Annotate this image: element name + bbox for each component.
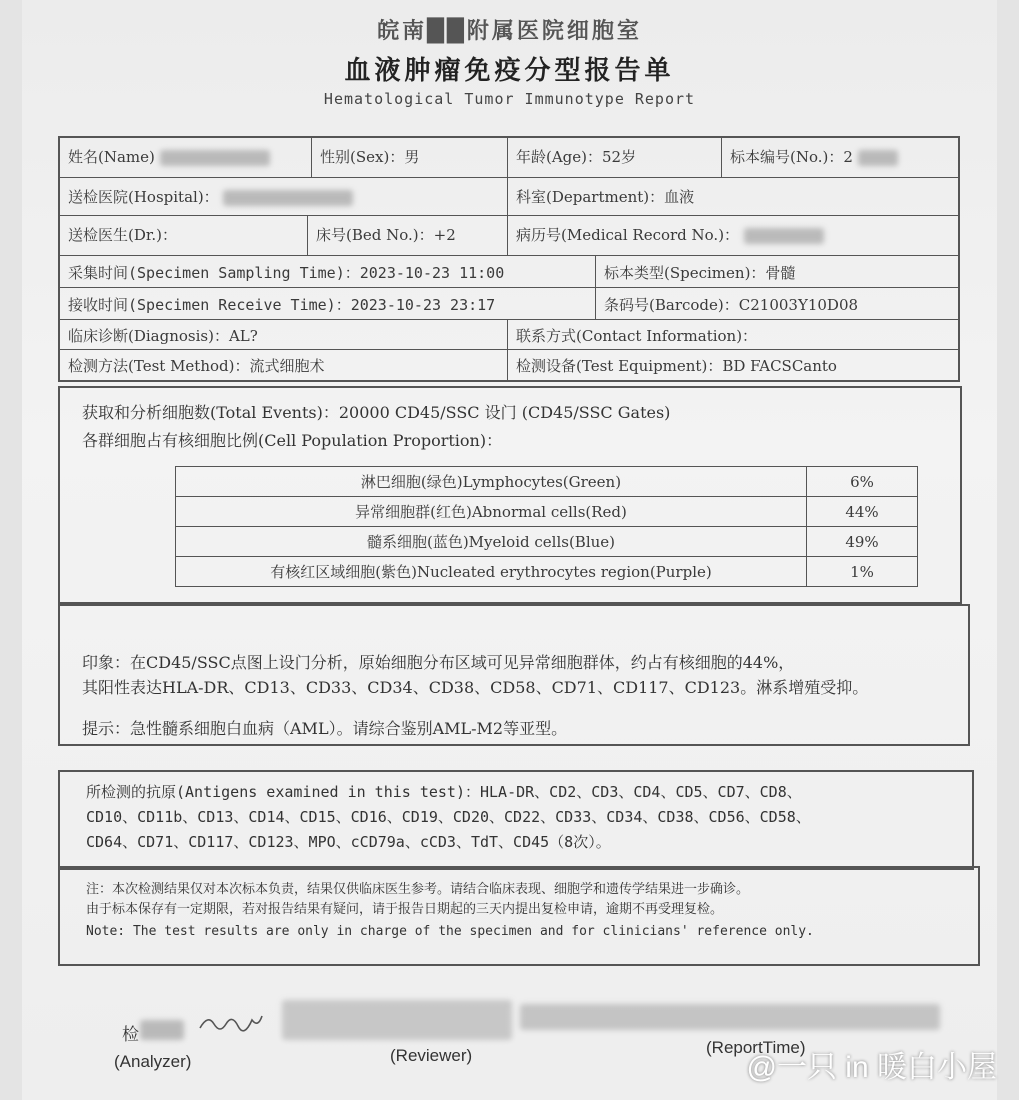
table-row (176, 527, 918, 557)
department-cell: 科室(Department)：血液 (508, 178, 958, 216)
reviewer-label: (Reviewer) (390, 1046, 473, 1065)
diagnosis-cell: 临床诊断(Diagnosis)：AL? (60, 320, 508, 350)
impression-line-1: 印象：在CD45/SSC点图上设门分析，原始细胞分布区域可见异常细胞群体，约占有核细胞的44%， (82, 653, 795, 672)
population-name: 淋巴细胞(绿色)Lymphocytes(Green) (176, 467, 807, 497)
impression-section (58, 604, 970, 746)
redacted-reviewer (282, 1000, 512, 1040)
population-heading: 各群细胞占有核细胞比例(Cell Population Proportion)： (82, 431, 503, 450)
antigens-line-1: 所检测的抗原(Antigens examined in this test)：HLA-DR、CD2、CD3、CD4、CD5、CD7、CD8、 (86, 783, 802, 801)
antigens-line-3: CD64、CD71、CD117、CD123、MPO、cCD79a、cCD3、TdT、CD45（8次）。 (86, 833, 611, 851)
note-line-2: 由于标本保存有一定期限，若对报告结果有疑问，请于报告日期起的三天内提出复检申请，逾期不再受理复检。 (86, 902, 724, 917)
hospital-name: 皖南██附属医院细胞室 (377, 18, 642, 44)
contact-cell: 联系方式(Contact Information)： (508, 320, 958, 350)
equipment-cell: 检测设备(Test Equipment)：BD FACSCanto (516, 357, 837, 375)
sex-cell: 性别(Sex)：男 (312, 138, 508, 178)
population-pct: 1% (807, 557, 918, 587)
note-section (58, 866, 980, 966)
method-cell: 检测方法(Test Method)：流式细胞术 (60, 350, 508, 380)
population-section (58, 386, 962, 604)
analyzer-label: (Analyzer) (114, 1052, 192, 1071)
population-pct: 44% (807, 497, 918, 527)
impression-line-2: 其阳性表达HLA-DR、CD13、CD33、CD34、CD38、CD58、CD71、CD117、CD123。淋系增殖受抑。 (82, 678, 869, 697)
name-cell: 姓名(Name) (60, 138, 312, 178)
age-cell: 年龄(Age)：52岁 (508, 138, 722, 178)
hospital-cell: 送检医院(Hospital)： (60, 178, 508, 216)
redacted-analyzer (140, 1020, 184, 1040)
medical-record-cell: 病历号(Medical Record No.)： (508, 216, 958, 256)
patient-info-table (58, 136, 960, 382)
specimen-type-cell: 标本类型(Specimen)：骨髓 (596, 256, 958, 288)
population-pct: 49% (807, 527, 918, 557)
sampling-time-cell: 采集时间(Specimen Sampling Time)：2023-10-23 11:00 (60, 256, 596, 288)
redacted-report-time (520, 1004, 940, 1030)
receive-time-cell: 接收时间(Specimen Receive Time)：2023-10-23 23:17 (60, 288, 596, 320)
social-watermark: @一只 in 暖白小屋 (746, 1051, 997, 1084)
analyzer-prefix: 检 (122, 1025, 139, 1044)
note-line-3: Note: The test results are only in charge of the specimen and for clinicians' reference only. (86, 924, 814, 939)
antigens-section (58, 770, 974, 870)
population-pct: 6% (807, 467, 918, 497)
bed-cell: 床号(Bed No.)：+2 (308, 216, 508, 256)
redacted-no (858, 150, 898, 166)
redacted-hospital (223, 190, 353, 206)
report-time-label: (ReportTime) (706, 1038, 806, 1057)
report-title-en: Hematological Tumor Immunotype Report (323, 90, 696, 108)
population-name: 髓系细胞(蓝色)Myeloid cells(Blue) (176, 527, 807, 557)
table-row (176, 497, 918, 527)
population-name: 有核红区域细胞(紫色)Nucleated erythrocytes region(Purple) (176, 557, 807, 587)
doctor-cell: 送检医生(Dr.)： (60, 216, 308, 256)
total-events: 获取和分析细胞数(Total Events)：20000 CD45/SSC 设门 (CD45/SSC Gates) (82, 403, 671, 422)
population-table (175, 466, 918, 587)
specimen-no-cell: 标本编号(No.)：2 (722, 138, 958, 178)
antigens-line-2: CD10、CD11b、CD13、CD14、CD15、CD16、CD19、CD20、CD22、CD33、CD34、CD38、CD56、CD58、 (86, 808, 811, 826)
note-line-1: 注：本次检测结果仅对本次标本负责，结果仅供临床医生参考。请结合临床表现、细胞学和遗传学结果进一步确诊。 (86, 882, 750, 897)
impression-hint: 提示：急性髓系细胞白血病（AML）。请综合鉴别AML-M2等亚型。 (82, 719, 568, 738)
population-name: 异常细胞群(红色)Abnormal cells(Red) (176, 497, 807, 527)
redacted-name (160, 150, 270, 166)
barcode-cell: 条码号(Barcode)：C21003Y10D08 (596, 288, 958, 320)
report-title: 血液肿瘤免疫分型报告单 (344, 56, 675, 86)
analyzer-signature (196, 1010, 266, 1038)
table-row (176, 557, 918, 587)
redacted-record (744, 228, 824, 244)
table-row (176, 467, 918, 497)
